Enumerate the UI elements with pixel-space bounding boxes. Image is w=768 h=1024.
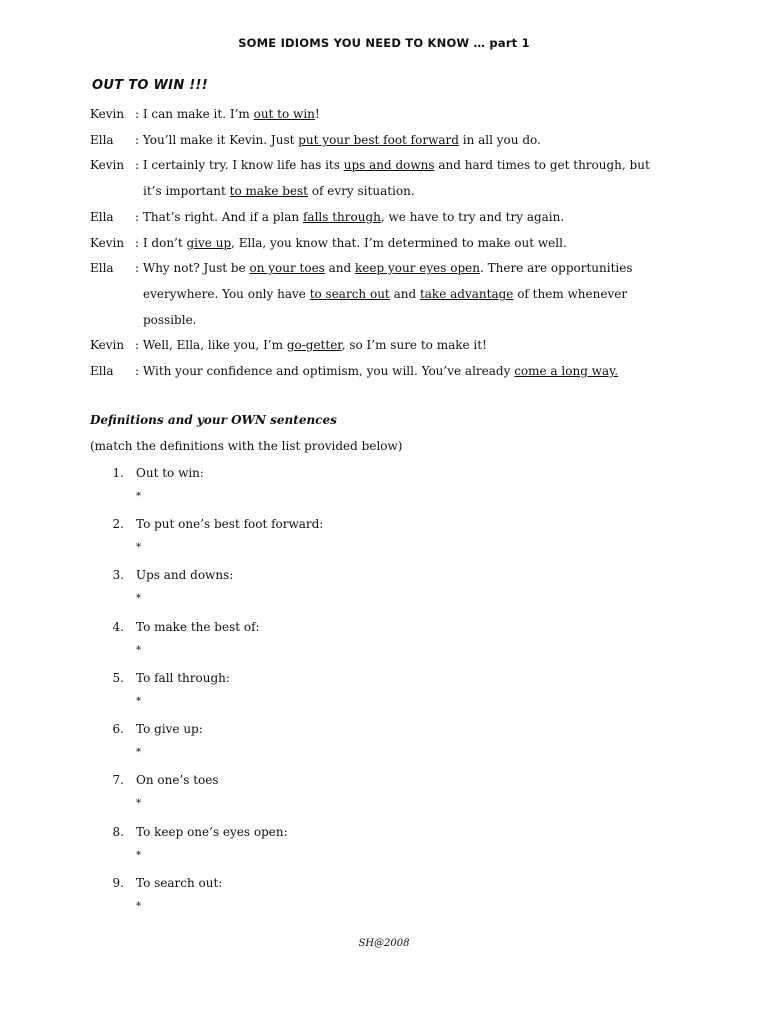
- definition-item: [0, 773, 768, 817]
- dialogue-text: : With your confidence and optimism, you will. You’ve already come a long way.: [135, 364, 619, 378]
- speaker-name: Kevin: [90, 338, 125, 352]
- dialogue-text: : I certainly try. I know life has its ups and downs and hard times to get through, but: [135, 158, 650, 172]
- item-label: To search out:: [136, 876, 223, 890]
- answer-bullet: *: [136, 747, 141, 758]
- answer-bullet: *: [136, 593, 141, 604]
- speaker-name: Ella: [90, 364, 114, 378]
- idiom-underlined: go-getter: [286, 338, 342, 352]
- idiom-underlined: to make best: [229, 184, 309, 198]
- idiom-underlined: falls through: [302, 210, 381, 224]
- definition-item: [0, 722, 768, 766]
- item-number: 4.: [112, 620, 124, 634]
- item-label: To put one’s best foot forward:: [136, 517, 324, 531]
- dialogue-text: : Well, Ella, like you, I’m go-getter, so I’m sure to make it!: [135, 338, 487, 352]
- idiom-underlined: out to win: [253, 107, 315, 121]
- speaker-name: Ella: [90, 261, 114, 275]
- item-number: 7.: [112, 773, 124, 787]
- footer-credit: SH@2008: [358, 938, 410, 949]
- item-number: 5.: [112, 671, 124, 685]
- dialogue-continuation: everywhere. You only have to search out and take advantage of them whenever: [143, 287, 628, 301]
- item-number: 8.: [112, 825, 124, 839]
- speaker-name: Kevin: [90, 236, 125, 250]
- item-number: 1.: [112, 466, 124, 480]
- item-label: To fall through:: [136, 671, 230, 685]
- page-title: SOME IDIOMS YOU NEED TO KNOW … part 1: [238, 36, 530, 50]
- idiom-underlined: give up: [186, 236, 232, 250]
- dialogue-text: : You’ll make it Kevin. Just put your best foot forward in all you do.: [135, 133, 541, 147]
- speaker-name: Kevin: [90, 158, 125, 172]
- item-label: To make the best of:: [136, 620, 260, 634]
- idiom-underlined: keep your eyes open: [355, 261, 480, 275]
- speaker-name: Ella: [90, 133, 114, 147]
- item-label: On one’s toes: [136, 773, 219, 787]
- definition-item: [0, 825, 768, 869]
- dialogue-text: : Why not? Just be on your toes and keep your eyes open. There are opportunities: [135, 261, 633, 275]
- definitions-heading: Definitions and your OWN sentences: [90, 413, 337, 427]
- answer-bullet: *: [136, 798, 141, 809]
- dialogue-text: : That’s right. And if a plan falls through, we have to try and try again.: [135, 210, 565, 224]
- definition-item: [0, 466, 768, 510]
- item-label: To give up:: [136, 722, 203, 736]
- definition-item: [0, 517, 768, 561]
- idiom-underlined: to search out: [309, 287, 390, 301]
- item-number: 3.: [112, 568, 124, 582]
- item-label: To keep one’s eyes open:: [136, 825, 288, 839]
- dialogue-text: : I don’t give up, Ella, you know that. I’m determined to make out well.: [135, 236, 567, 250]
- idiom-underlined: ups and downs: [343, 158, 435, 172]
- answer-bullet: *: [136, 491, 141, 502]
- definition-item: [0, 671, 768, 715]
- dialogue-text: : I can make it. I’m out to win!: [135, 107, 320, 121]
- idiom-underlined: take advantage: [419, 287, 514, 301]
- answer-bullet: *: [136, 696, 141, 707]
- item-number: 6.: [112, 722, 124, 736]
- dialogue-continuation: possible.: [143, 313, 197, 327]
- definitions-instruction: (match the definitions with the list provided below): [90, 439, 403, 453]
- answer-bullet: *: [136, 850, 141, 861]
- item-label: Out to win:: [136, 466, 204, 480]
- dialogue-continuation: it’s important to make best of evry situation.: [143, 184, 415, 198]
- idiom-underlined: come a long way.: [514, 364, 619, 378]
- idiom-underlined: put your best foot forward: [298, 133, 459, 147]
- answer-bullet: *: [136, 542, 141, 553]
- definition-item: [0, 876, 768, 920]
- answer-bullet: *: [136, 901, 141, 912]
- item-number: 9.: [112, 876, 124, 890]
- speaker-name: Ella: [90, 210, 114, 224]
- definition-item: [0, 620, 768, 664]
- section-heading: OUT TO WIN !!!: [92, 78, 209, 93]
- idiom-underlined: on your toes: [249, 261, 325, 275]
- answer-bullet: *: [136, 645, 141, 656]
- speaker-name: Kevin: [90, 107, 125, 121]
- item-number: 2.: [112, 517, 124, 531]
- item-label: Ups and downs:: [136, 568, 234, 582]
- definition-item: [0, 568, 768, 612]
